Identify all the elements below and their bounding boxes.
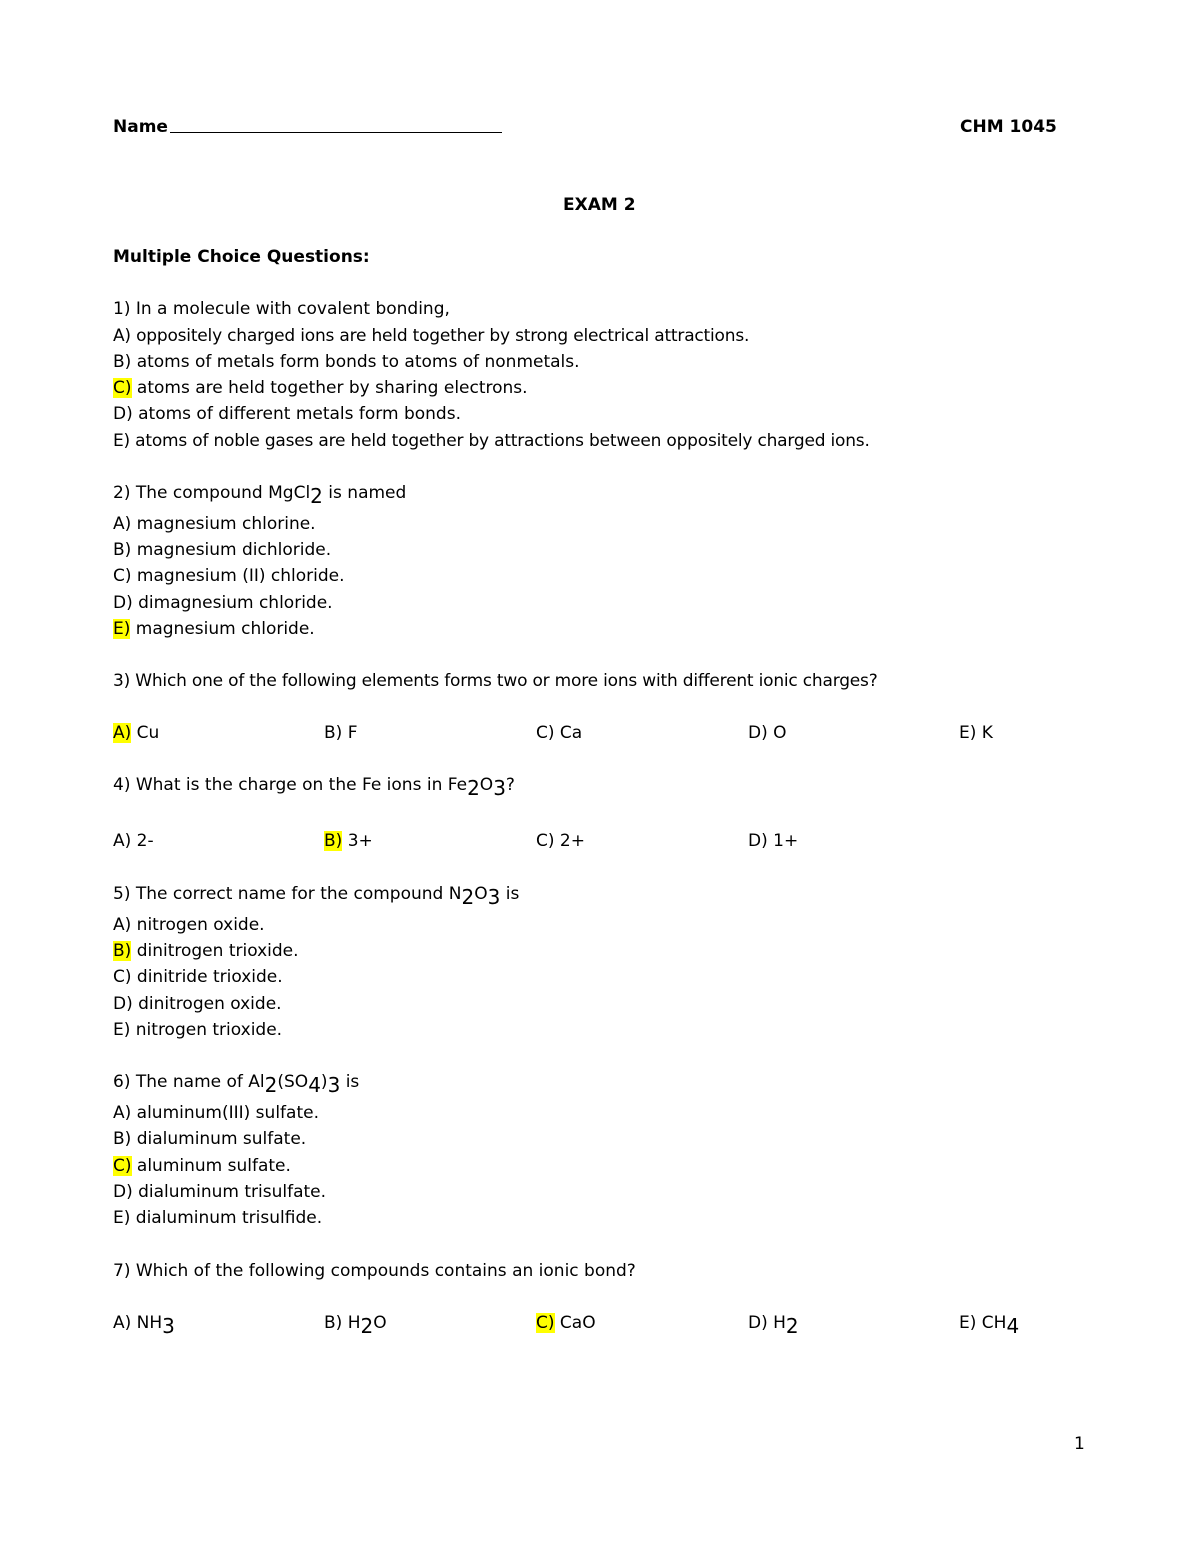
q1-option-b: B) atoms of metals form bonds to atoms of nonmetals. bbox=[113, 352, 580, 372]
q5-option-d: D) dinitrogen oxide. bbox=[113, 994, 282, 1014]
name-blank bbox=[170, 132, 502, 133]
answer-highlight: E) bbox=[113, 619, 131, 639]
q1-option-a: A) oppositely charged ions are held together by strong electrical attractions. bbox=[113, 326, 750, 346]
q4-option-c: C) 2+ bbox=[536, 831, 585, 851]
q4-stem-sub2: 3 bbox=[493, 776, 506, 800]
q5-stem bbox=[113, 882, 520, 909]
answer-highlight: C) bbox=[113, 1156, 132, 1176]
q7-option-d-sub: 2 bbox=[785, 1314, 799, 1338]
q7-option-b bbox=[324, 1311, 387, 1338]
q6-stem-mid2: ) bbox=[320, 1072, 328, 1092]
q7-option-d-pre: D) H bbox=[748, 1313, 786, 1333]
q5-stem-pre: 5) The correct name for the compound N bbox=[113, 884, 462, 904]
q6-stem-post: is bbox=[340, 1072, 360, 1092]
answer-highlight: B) bbox=[324, 831, 343, 851]
q2-stem-pre: 2) The compound MgCl bbox=[113, 483, 311, 503]
q3-option-c: C) Ca bbox=[536, 723, 583, 743]
answer-highlight: C) bbox=[113, 378, 132, 398]
q3-option-e: E) K bbox=[959, 723, 993, 743]
q4-stem-sub1: 2 bbox=[467, 776, 480, 800]
q5-stem-sub2: 3 bbox=[487, 885, 501, 909]
q4-stem-pre: 4) What is the charge on the Fe ions in Fe bbox=[113, 775, 468, 795]
q7-option-c-text: CaO bbox=[554, 1313, 596, 1333]
q1-option-e: E) atoms of noble gases are held together by attractions between oppositely charged ions. bbox=[113, 431, 870, 451]
course-code: CHM 1045 bbox=[960, 117, 1057, 137]
q5-stem-sub1: 2 bbox=[461, 885, 475, 909]
q6-stem-mid: (SO bbox=[277, 1072, 309, 1092]
q6-option-e: E) dialuminum trisulfide. bbox=[113, 1208, 323, 1228]
q7-option-a-sub: 3 bbox=[162, 1314, 175, 1338]
q2-option-b: B) magnesium dichloride. bbox=[113, 540, 332, 560]
q2-option-a: A) magnesium chlorine. bbox=[113, 514, 316, 534]
q5-option-b-text: dinitrogen trioxide. bbox=[131, 941, 299, 961]
q7-option-d bbox=[748, 1311, 799, 1338]
q6-option-a: A) aluminum(III) sulfate. bbox=[113, 1103, 319, 1123]
q1-option-d: D) atoms of different metals form bonds. bbox=[113, 404, 461, 424]
q2-option-d: D) dimagnesium chloride. bbox=[113, 593, 333, 613]
q2-stem bbox=[113, 481, 407, 508]
q3-stem: 3) Which one of the following elements forms two or more ions with different ionic charges? bbox=[113, 671, 878, 691]
q7-stem: 7) Which of the following compounds contains an ionic bond? bbox=[113, 1261, 636, 1281]
q5-stem-mid: O bbox=[474, 884, 488, 904]
q6-stem-sub1: 2 bbox=[264, 1073, 278, 1097]
q2-option-c: C) magnesium (II) chloride. bbox=[113, 566, 345, 586]
q7-option-e-sub: 4 bbox=[1006, 1314, 1020, 1338]
q5-option-b bbox=[113, 939, 299, 963]
answer-highlight: B) bbox=[113, 941, 132, 961]
q3-option-b: B) F bbox=[324, 723, 358, 743]
q6-stem-sub2: 4 bbox=[308, 1073, 321, 1097]
q7-option-a-pre: A) NH bbox=[113, 1313, 163, 1333]
q6-option-d: D) dialuminum trisulfate. bbox=[113, 1182, 327, 1202]
q5-option-c: C) dinitride trioxide. bbox=[113, 967, 283, 987]
q7-option-a bbox=[113, 1311, 175, 1338]
q5-stem-post: is bbox=[500, 884, 520, 904]
q4-option-b bbox=[324, 829, 373, 853]
q4-stem-post: ? bbox=[505, 775, 515, 795]
q6-option-c-text: aluminum sulfate. bbox=[131, 1156, 291, 1176]
answer-highlight: C) bbox=[536, 1313, 555, 1333]
q4-stem bbox=[113, 773, 515, 800]
q4-stem-mid: O bbox=[479, 775, 494, 795]
q2-stem-post: is named bbox=[322, 483, 407, 503]
name-label: Name bbox=[113, 117, 168, 137]
q7-option-b-pre: B) H bbox=[324, 1313, 361, 1333]
q7-option-b-post: O bbox=[373, 1313, 387, 1333]
q3-option-a bbox=[113, 721, 159, 745]
q7-option-e-pre: E) CH bbox=[959, 1313, 1007, 1333]
q6-stem-sub3: 3 bbox=[327, 1073, 341, 1097]
q1-option-c-text: atoms are held together by sharing electrons. bbox=[131, 378, 528, 398]
q3-option-a-text: Cu bbox=[131, 723, 160, 743]
q4-option-d: D) 1+ bbox=[748, 831, 799, 851]
section-heading: Multiple Choice Questions: bbox=[113, 247, 370, 267]
q7-option-b-sub: 2 bbox=[360, 1314, 374, 1338]
page-number: 1 bbox=[1074, 1434, 1085, 1454]
q2-option-e-text: magnesium chloride. bbox=[130, 619, 315, 639]
q4-option-a: A) 2- bbox=[113, 831, 154, 851]
q2-stem-sub: 2 bbox=[310, 484, 323, 508]
q7-option-e bbox=[959, 1311, 1020, 1338]
q5-option-e: E) nitrogen trioxide. bbox=[113, 1020, 283, 1040]
q5-option-a: A) nitrogen oxide. bbox=[113, 915, 265, 935]
q6-stem bbox=[113, 1070, 360, 1097]
q2-option-e bbox=[113, 617, 315, 641]
q6-option-c bbox=[113, 1154, 291, 1178]
name-line bbox=[113, 115, 502, 139]
q1-option-c bbox=[113, 376, 528, 400]
q6-option-b: B) dialuminum sulfate. bbox=[113, 1129, 307, 1149]
exam-title: EXAM 2 bbox=[563, 195, 636, 215]
q1-stem: 1) In a molecule with covalent bonding, bbox=[113, 299, 450, 319]
q3-option-d: D) O bbox=[748, 723, 787, 743]
q4-option-b-text: 3+ bbox=[342, 831, 373, 851]
answer-highlight: A) bbox=[113, 723, 132, 743]
q7-option-c bbox=[536, 1311, 596, 1335]
q6-stem-pre: 6) The name of Al bbox=[113, 1072, 265, 1092]
